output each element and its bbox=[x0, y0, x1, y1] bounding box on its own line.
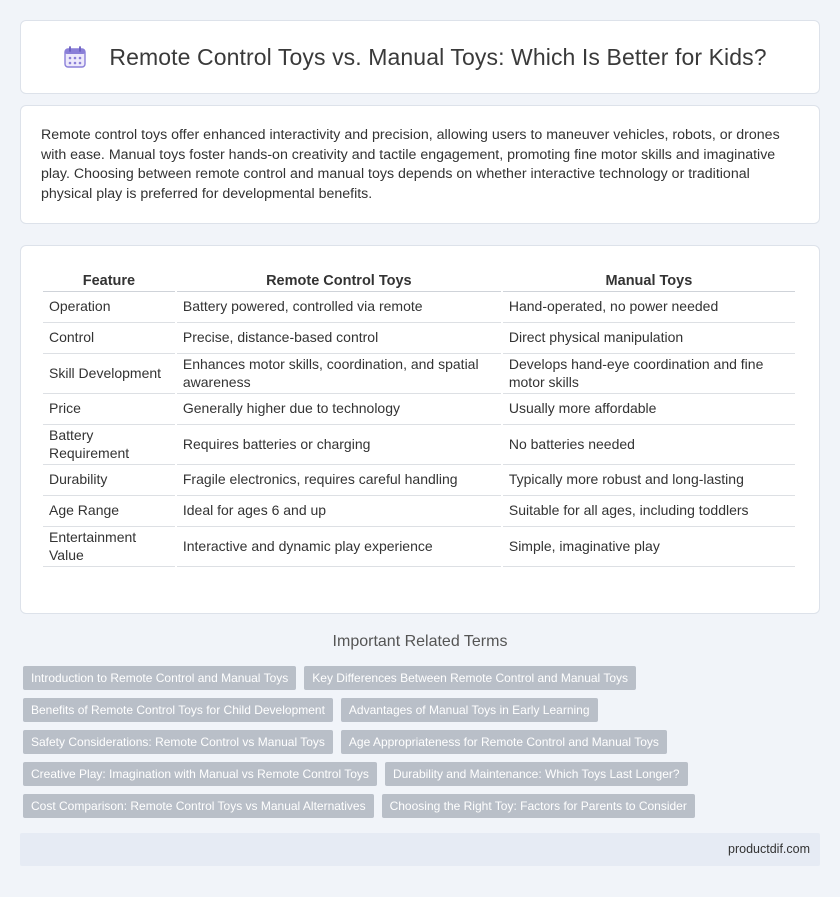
cell-manual: Usually more affordable bbox=[503, 394, 795, 425]
related-term-tag[interactable]: Advantages of Manual Toys in Early Learning bbox=[341, 698, 598, 722]
related-term-tag[interactable]: Safety Considerations: Remote Control vs Manual Toys bbox=[23, 730, 333, 754]
cell-feature: Age Range bbox=[43, 496, 175, 527]
title-card bbox=[20, 20, 820, 94]
cell-manual: Direct physical manipulation bbox=[503, 323, 795, 354]
table-row bbox=[43, 323, 795, 354]
related-term-tag[interactable]: Creative Play: Imagination with Manual vs Remote Control Toys bbox=[23, 762, 377, 786]
cell-feature: Entertainment Value bbox=[43, 527, 175, 567]
cell-remote: Ideal for ages 6 and up bbox=[177, 496, 501, 527]
cell-manual: Suitable for all ages, including toddlers bbox=[503, 496, 795, 527]
table-row bbox=[43, 425, 795, 465]
table-row bbox=[43, 292, 795, 323]
column-header-feature: Feature bbox=[43, 266, 175, 292]
cell-manual: Simple, imaginative play bbox=[503, 527, 795, 567]
table-row bbox=[43, 465, 795, 496]
cell-manual: Hand-operated, no power needed bbox=[503, 292, 795, 323]
column-header-manual: Manual Toys bbox=[503, 266, 795, 292]
intro-text: Remote control toys offer enhanced interactivity and precision, allowing users to maneuver vehicles, robots, or drones with ease. Manual toys foster hands-on creativity and tactile engagement, promoting fine motor skills and imaginative play. Choosing between remote control and manual toys depends on whether interactive technology or traditional physical play is preferred for developmental benefits. bbox=[41, 127, 780, 202]
table-row bbox=[43, 394, 795, 425]
cell-manual: Typically more robust and long-lasting bbox=[503, 465, 795, 496]
cell-manual: No batteries needed bbox=[503, 425, 795, 465]
cell-feature: Skill Development bbox=[43, 354, 175, 394]
cell-feature: Price bbox=[43, 394, 175, 425]
related-term-tag[interactable]: Choosing the Right Toy: Factors for Parents to Consider bbox=[382, 794, 695, 818]
cell-remote: Enhances motor skills, coordination, and spatial awareness bbox=[177, 354, 501, 394]
cell-remote: Fragile electronics, requires careful handling bbox=[177, 465, 501, 496]
intro-card bbox=[20, 105, 820, 224]
footer bbox=[20, 833, 820, 866]
cell-remote: Generally higher due to technology bbox=[177, 394, 501, 425]
cell-remote: Battery powered, controlled via remote bbox=[177, 292, 501, 323]
cell-remote: Precise, distance-based control bbox=[177, 323, 501, 354]
site-name: productdif.com bbox=[728, 842, 810, 856]
cell-remote: Requires batteries or charging bbox=[177, 425, 501, 465]
related-term-tag[interactable]: Age Appropriateness for Remote Control and Manual Toys bbox=[341, 730, 667, 754]
table-row bbox=[43, 354, 795, 394]
related-term-tag[interactable]: Cost Comparison: Remote Control Toys vs Manual Alternatives bbox=[23, 794, 374, 818]
cell-remote: Interactive and dynamic play experience bbox=[177, 527, 501, 567]
page-title: Remote Control Toys vs. Manual Toys: Which Is Better for Kids? bbox=[109, 43, 767, 70]
column-header-remote: Remote Control Toys bbox=[177, 266, 501, 292]
table-row bbox=[43, 527, 795, 567]
table-row bbox=[43, 496, 795, 527]
cell-feature: Control bbox=[43, 323, 175, 354]
cell-manual: Develops hand-eye coordination and fine motor skills bbox=[503, 354, 795, 394]
comparison-table-card bbox=[20, 245, 820, 614]
calendar-icon bbox=[63, 45, 87, 69]
related-term-tag[interactable]: Durability and Maintenance: Which Toys Last Longer? bbox=[385, 762, 688, 786]
comparison-table bbox=[41, 266, 797, 567]
cell-feature: Battery Requirement bbox=[43, 425, 175, 465]
related-terms-heading: Important Related Terms bbox=[332, 633, 508, 650]
related-term-tag[interactable]: Benefits of Remote Control Toys for Child Development bbox=[23, 698, 333, 722]
related-terms-list bbox=[23, 666, 813, 826]
table-header-row bbox=[43, 266, 795, 292]
cell-feature: Durability bbox=[43, 465, 175, 496]
cell-feature: Operation bbox=[43, 292, 175, 323]
related-term-tag[interactable]: Introduction to Remote Control and Manual Toys bbox=[23, 666, 296, 690]
related-term-tag[interactable]: Key Differences Between Remote Control and Manual Toys bbox=[304, 666, 636, 690]
